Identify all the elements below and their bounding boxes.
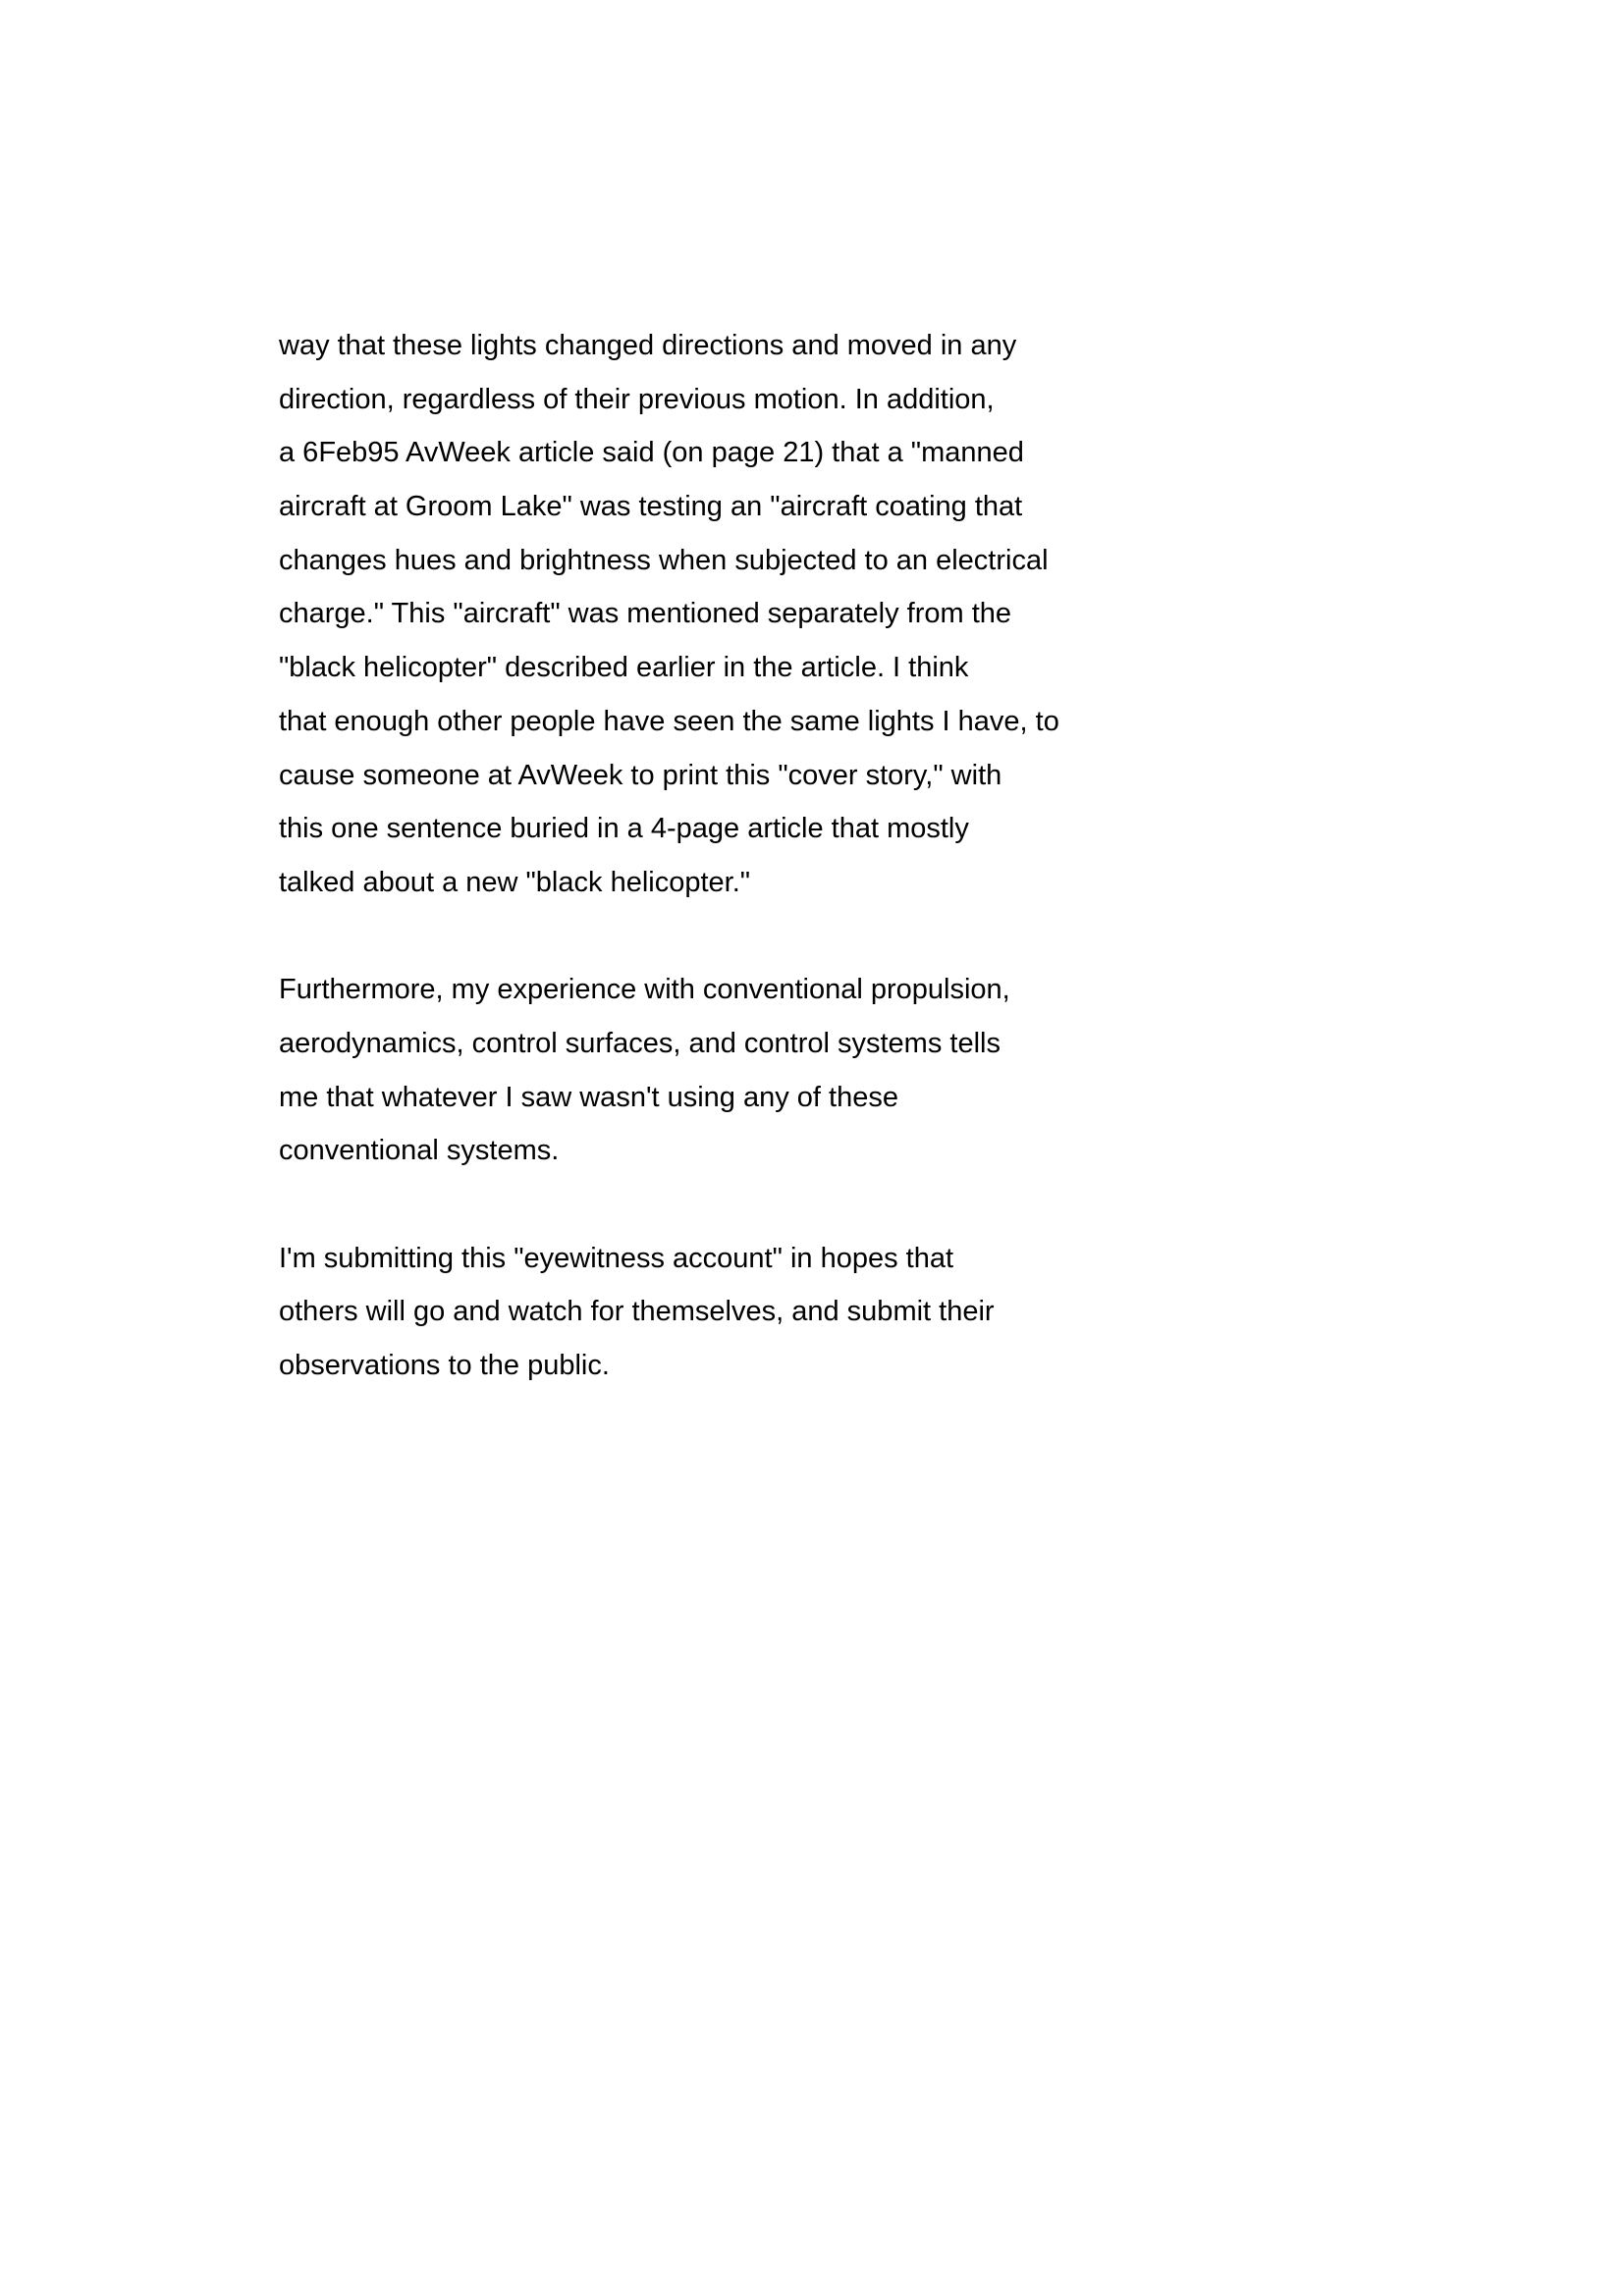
text-line: a 6Feb95 AvWeek article said (on page 21) that a "manned <box>279 437 1024 469</box>
text-line: Furthermore, my experience with conventional propulsion, <box>279 974 1010 1006</box>
text-line: cause someone at AvWeek to print this "cover story," with <box>279 759 1002 791</box>
text-line: that enough other people have seen the same lights I have, to <box>279 705 1059 737</box>
text-line: conventional systems. <box>279 1135 560 1167</box>
text-line: observations to the public. <box>279 1350 610 1382</box>
text-line: this one sentence buried in a 4-page article that mostly <box>279 813 969 845</box>
text-line: talked about a new "black helicopter." <box>279 866 751 898</box>
text-line: aircraft at Groom Lake" was testing an "aircraft coating that <box>279 491 1023 523</box>
text-line: me that whatever I saw wasn't using any of these <box>279 1081 898 1113</box>
paragraph-lights-avweek <box>279 319 1457 910</box>
body-text <box>279 319 1457 1393</box>
text-line: direction, regardless of their previous motion. In addition, <box>279 383 995 415</box>
text-line: aerodynamics, control surfaces, and control systems tells <box>279 1027 1001 1059</box>
text-line: charge." This "aircraft" was mentioned separately from the <box>279 598 1012 630</box>
text-line: changes hues and brightness when subjected to an electrical <box>279 544 1049 576</box>
text-line: I'm submitting this "eyewitness account" in hopes that <box>279 1242 954 1274</box>
paragraph-submission <box>279 1232 1457 1393</box>
paragraph-experience <box>279 963 1457 1178</box>
text-line: way that these lights changed directions and moved in any <box>279 330 1017 361</box>
text-line: "black helicopter" described earlier in the article. I think <box>279 652 969 684</box>
text-line: others will go and watch for themselves, and submit their <box>279 1296 995 1328</box>
